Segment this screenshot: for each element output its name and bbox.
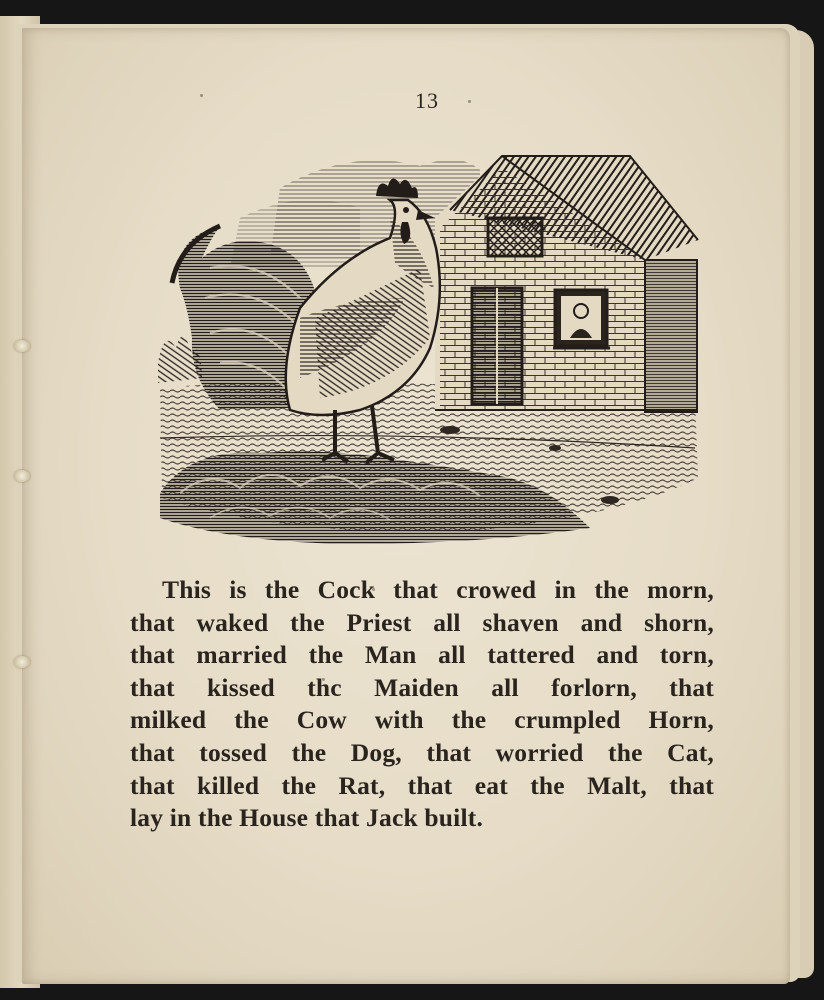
binding-hole	[14, 656, 30, 668]
paper-speck	[468, 100, 471, 103]
verse-line: milked the Cow with the crumpled Horn,	[130, 705, 714, 735]
verse-line: that tossed the Dog, that worried the Cat,	[130, 737, 714, 767]
nursery-verse	[130, 574, 714, 835]
verse-line: lay in the House that Jack built.	[130, 803, 484, 833]
binding-hole	[14, 340, 30, 352]
binding-hole	[14, 470, 30, 482]
verse-line: that waked the Priest all shaven and shorn,	[130, 607, 714, 637]
page-number: 13	[415, 88, 439, 113]
verse-line: that married the Man all tattered and torn,	[130, 640, 714, 670]
paper-speck	[200, 94, 203, 97]
verse-line: that kissed thc Maiden all forlorn, that	[130, 672, 714, 702]
verse-line: that killed the Rat, that eat the Malt, that	[130, 770, 714, 800]
verse-line: This is the Cock that crowed in the morn,	[162, 575, 714, 604]
rooster-and-house-woodcut-icon	[150, 148, 700, 548]
